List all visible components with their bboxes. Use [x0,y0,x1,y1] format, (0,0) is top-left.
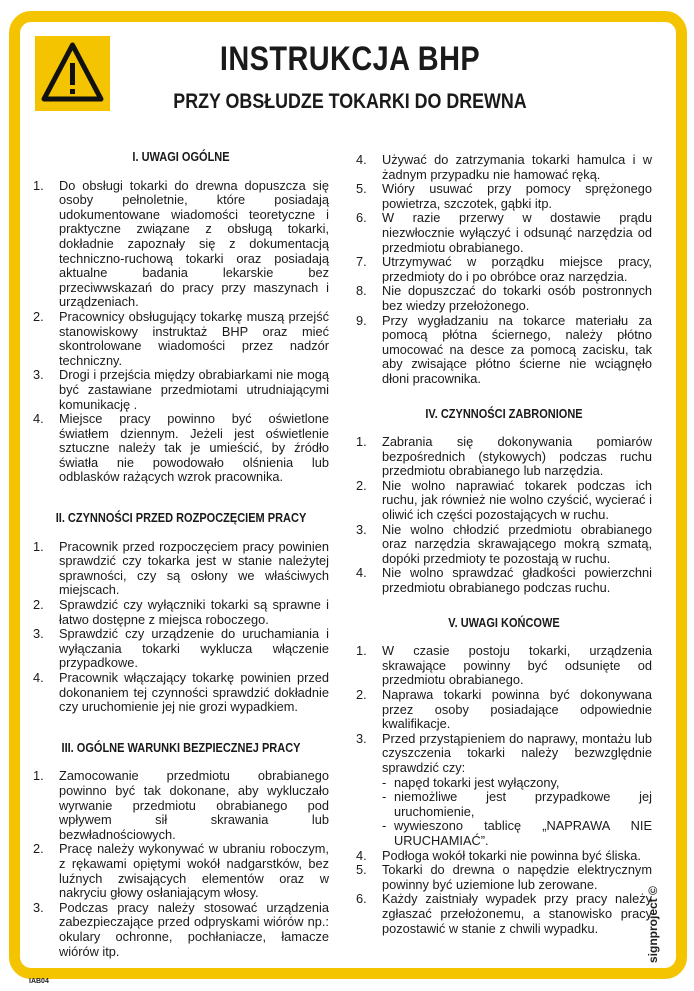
item-number: 5. [356,181,367,197]
list-item [356,523,652,567]
section-list [356,435,652,596]
item-number: 4. [356,152,367,167]
item-number: 7. [356,254,367,270]
item-number: 8. [356,283,367,299]
product-code: IAB04 [29,978,49,985]
item-text: Pracownik przed rozpoczęciem pracy powinien sprawdzić czy tokarka jest w stanie należytej sprawności, czy są osłony we właściwych miejscach. [59,538,329,598]
section-list [33,769,329,959]
sub-item-text: wywieszono tablicę „NAPRAWA NIE URUCHAMIAĆ”. [394,818,652,848]
sub-list-item [382,776,652,791]
list-item [356,566,652,595]
item-number: 2. [33,597,44,613]
list-item [33,901,329,959]
item-number: 6. [356,210,367,226]
item-number: 4. [356,847,367,863]
list-item [356,211,652,255]
section-list [33,540,329,715]
item-text: Przy wygładzaniu na tokarce materiału za pomocą płótna ściernego, należy płótno umocować na desce za pomocą zacisku, tak aby zwisające płótno ścierne nie wciągnęło dłoni pracownika. [382,312,652,386]
page-subtitle: PRZY OBSŁUDZE TOKARKI DO DREWNA [173,90,527,113]
list-item [33,842,329,900]
list-item [356,688,652,732]
item-text: W razie przerwy w dostawie prądu niezwłocznie wyłączyć i odsunąć narzędzia od przedmiotu obrabianego. [382,210,652,255]
item-text: Podłoga wokół tokarki nie powinna być śliska. [382,847,641,863]
item-number: 4. [33,670,44,685]
item-number: 5. [356,862,367,878]
item-text: Nie wolno sprawdzać gładkości powierzchni przedmiotu obrabianego podczas ruchu. [382,565,652,596]
item-number: 2. [33,308,44,324]
list-item [356,479,652,523]
dash: - [382,774,387,790]
item-number: 3. [356,521,367,537]
list-item [356,284,652,313]
item-number: 6. [356,891,367,907]
item-number: 4. [356,565,367,581]
sub-list-item [382,790,652,819]
item-number: 1. [33,538,44,554]
item-text: Sprawdzić czy wyłączniki tokarki są sprawne i łatwo dostępne z miejsca roboczego. [59,597,329,627]
sub-item-text: niemożliwe jest przypadkowe jej uruchomienie, [394,789,652,819]
dash: - [382,818,387,834]
list-item [33,368,329,412]
item-number: 1. [33,177,44,193]
left-column [33,150,329,959]
item-text: Zabrania się dokonywania pomiarów bezpośrednich (stykowych) podczas ruchu przedmiotu obrabianego lub narzędzia. [382,434,652,479]
list-item [33,540,329,598]
item-number: 2. [356,687,367,702]
list-item [356,435,652,479]
item-text: Tokarki do drewna o napędzie elektrycznym powinny być uziemione lub zerowane. [382,862,652,892]
list-item [33,769,329,842]
item-number: 2. [356,477,367,493]
list-item [33,671,329,715]
list-item [33,627,329,671]
sub-list [382,776,652,849]
list-item [356,732,652,849]
brand-label: signproject © [646,886,660,963]
item-number: 3. [33,626,44,642]
warning-box [35,36,110,111]
right-column [356,153,652,936]
list-item [356,863,652,892]
item-text: Nie wolno naprawiać tokarek podczas ich ruchu, jak również nie wolno czyścić, wycierać i oliwić ich części pozostających w ruchu. [382,477,652,523]
item-text: Miejsce pracy powinno być oświetlone światłem dziennym. Jeżeli jest oświetlenie sztuczne należy tak je umieścić, by źródło światła nie powodowało olśnienia lub odblasków rażących wzrok pracownika. [59,411,329,485]
item-text: Nie dopuszczać do tokarki osób postronnych bez wiedzy przełożonego. [382,283,652,313]
item-text: Każdy zaistniały wypadek przy pracy należy zgłaszać przełożonemu, a stanowisko pracy pozostawić w stanie z chwili wypadku. [382,891,652,936]
list-item [356,153,652,182]
section-title: V. UWAGI KOŃCOWE [448,615,560,630]
item-text: W czasie postoju tokarki, urządzenia skrawające powinny być odsunięte od przedmiotu obrabianego. [382,643,652,688]
page-title: INSTRUKCJA BHP [219,40,481,78]
item-number: 9. [356,312,367,328]
item-number: 3. [33,367,44,383]
item-text: Pracownik włączający tokarkę powinien przed dokonaniem tej czynności sprawdzić dokładnie czy uruchomienie jej nie grozi wypadkiem. [59,670,329,715]
dash: - [382,789,387,805]
item-number: 1. [33,768,44,784]
item-text: Zamocowanie przedmiotu obrabianego powinno być tak dokonane, aby wykluczało wyrwanie przedmiotu obrabianego pod wpływem sił skrawania lub bezwładnościowych. [59,768,329,842]
sub-item-text: napęd tokarki jest wyłączony, [394,774,560,790]
list-item [33,598,329,627]
item-text: Pracownicy obsługujący tokarkę muszą przejść stanowiskowy instruktaż BHP oraz mieć skontrolowane wiadomości przez nadzór techniczny. [59,308,329,368]
item-text: Utrzymywać w porządku miejsce pracy, przedmioty do i po obróbce oraz narzędzia. [382,254,652,284]
item-text: Podczas pracy należy stosować urządzenia zabezpieczające przed odpryskami wiórów np.: okulary ochronne, pochłaniacze, łamacze wiórów itp. [59,899,329,959]
section-title: II. CZYNNOŚCI PRZED ROZPOCZĘCIEM PRACY [55,511,307,526]
list-item [356,644,652,688]
section-list [356,644,652,936]
item-number: 2. [33,841,44,857]
sub-list-item [382,819,652,848]
list-item [33,412,329,485]
item-number: 1. [356,434,367,450]
item-text: Przed przystąpieniem do naprawy, montażu lub czyszczenia tokarki należy bezwzględnie sprawdzić czy: [382,730,652,775]
list-item [33,310,329,368]
section-title: IV. CZYNNOŚCI ZABRONIONE [425,406,583,421]
list-item [356,314,652,387]
list-item [356,892,652,936]
item-text: Sprawdzić czy urządzenie do uruchamiania i wyłączania tokarki wyklucza włączenie przypadkowe. [59,626,329,671]
list-item [356,255,652,284]
item-text: Do obsługi tokarki do drewna dopuszcza się osoby pełnoletnie, które posiadają udokumentowane wiadomości teoretyczne i praktyczne związane z obsługą tokarki, dokładnie zapoznały się z dokumentacją techniczno-ruchową tokarki oraz posiadają aktualne badania lekarskie bez przeciwwskazań do pracy przy maszynach i urządzeniach. [59,177,329,310]
warning-triangle-icon [35,36,110,111]
list-item [33,179,329,310]
item-text: Nie wolno chłodzić przedmiotu obrabianego oraz narzędzia skrawającego mokrą szmatą, dopóki przedmioty te pozostają w ruchu. [382,521,652,566]
section-list [33,179,329,485]
item-text: Używać do zatrzymania tokarki hamulca i w żadnym przypadku nie hamować ręką. [382,152,652,182]
item-text: Naprawa tokarki powinna być dokonywana przez osoby posiadające odpowiednie kwalifikacje. [382,687,652,732]
section-title: III. OGÓLNE WARUNKI BEZPIECZNEJ PRACY [61,740,301,755]
item-text: Drogi i przejścia między obrabiarkami nie mogą być zastawiane przedmiotami utrudniającymi komunikację . [59,367,329,412]
item-number: 4. [33,411,44,427]
list-item [356,849,652,864]
item-number: 1. [356,643,367,659]
item-number: 3. [33,899,44,915]
item-number: 3. [356,730,367,746]
item-text: Pracę należy wykonywać w ubraniu roboczym, z rękawami opiętymi wokół nadgarstków, bez luźnych zwisających elementów oraz w nakryciu głowy osłaniającym włosy. [59,841,329,901]
section-list [356,153,652,387]
section-title: I. UWAGI OGÓLNE [132,150,230,164]
list-item [356,182,652,211]
item-text: Wióry usuwać przy pomocy sprężonego powietrza, szczotek, gąbki itp. [382,181,652,211]
